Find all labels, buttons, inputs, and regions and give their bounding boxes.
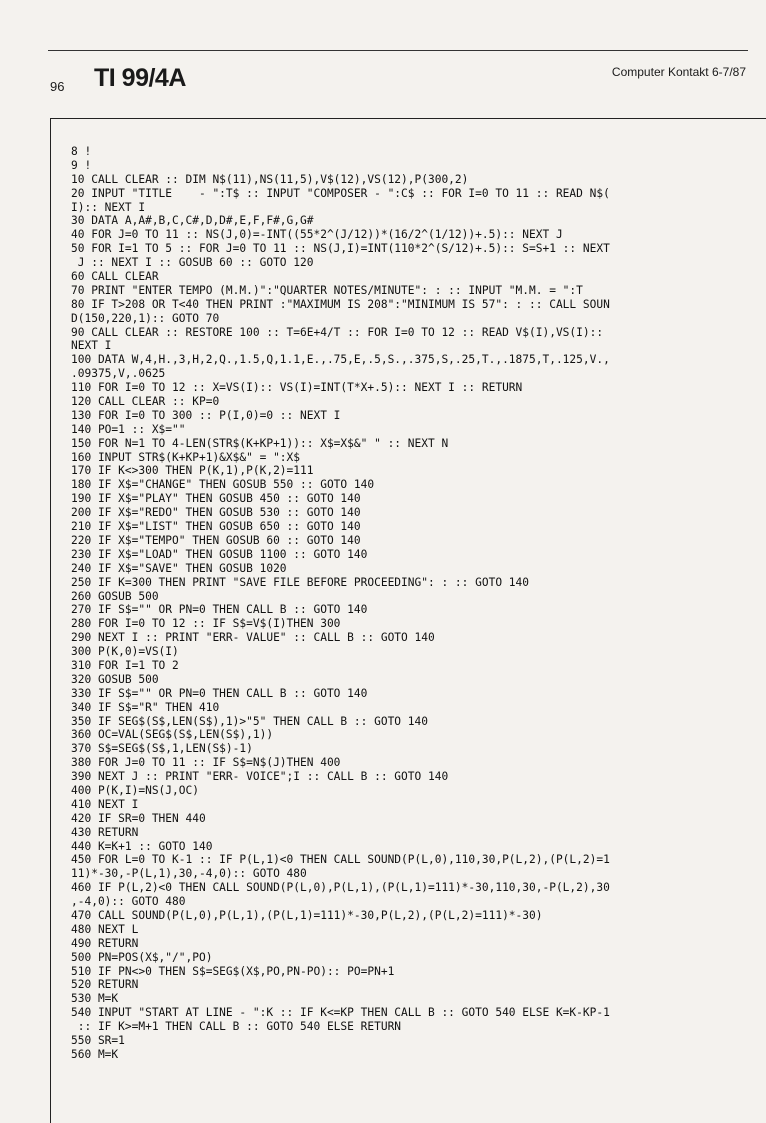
code-line: J :: NEXT I :: GOSUB 60 :: GOTO 120: [71, 256, 314, 270]
code-line: 420 IF SR=0 THEN 440: [71, 811, 206, 825]
code-line: 380 FOR J=0 TO 11 :: IF S$=N$(J)THEN 400: [71, 756, 341, 770]
code-line: ,-4,0):: GOTO 480: [71, 895, 186, 909]
code-line: 11)*-30,-P(L,1),30,-4,0):: GOTO 480: [71, 867, 307, 881]
code-line: 490 RETURN: [71, 936, 139, 950]
program-listing-box: [50, 118, 766, 1123]
code-line: 130 FOR I=0 TO 300 :: P(I,0)=0 :: NEXT I: [71, 408, 341, 422]
code-line: 450 FOR L=0 TO K-1 :: IF P(L,1)<0 THEN CALL SOUND(P(L,0),110,30,P(L,2),(P(L,2)=1: [71, 853, 610, 867]
code-line: 480 NEXT L: [71, 922, 139, 936]
code-line: 290 NEXT I :: PRINT "ERR- VALUE" :: CALL B :: GOTO 140: [71, 631, 435, 645]
section-title: TI 99/4A: [94, 64, 186, 92]
code-line: 170 IF K<>300 THEN P(K,1),P(K,2)=111: [71, 464, 314, 478]
code-line: 9 !: [71, 158, 92, 172]
code-line: 390 NEXT J :: PRINT "ERR- VOICE";I :: CALL B :: GOTO 140: [71, 770, 449, 784]
code-line: 210 IF X$="LIST" THEN GOSUB 650 :: GOTO 140: [71, 520, 361, 534]
code-line: 330 IF S$="" OR PN=0 THEN CALL B :: GOTO 140: [71, 686, 368, 700]
code-line: 120 CALL CLEAR :: KP=0: [71, 395, 220, 409]
code-line: I):: NEXT I: [71, 200, 146, 214]
code-line: 140 PO=1 :: X$="": [71, 422, 186, 436]
code-line: 560 M=K: [71, 1047, 119, 1061]
code-line: :: IF K>=M+1 THEN CALL B :: GOTO 540 ELSE RETURN: [71, 1020, 402, 1034]
code-line: 350 IF SEG$(S$,LEN(S$),1)>"5" THEN CALL B :: GOTO 140: [71, 714, 428, 728]
code-line: 100 DATA W,4,H.,3,H,2,Q.,1.5,Q,1.1,E.,.75,E,.5,S.,.375,S,.25,T.,.1875,T,.125,V.,: [71, 353, 610, 367]
code-line: 200 IF X$="REDO" THEN GOSUB 530 :: GOTO 140: [71, 506, 361, 520]
code-line: 240 IF X$="SAVE" THEN GOSUB 1020: [71, 561, 287, 575]
code-line: 310 FOR I=1 TO 2: [71, 658, 179, 672]
code-line: 270 IF S$="" OR PN=0 THEN CALL B :: GOTO 140: [71, 603, 368, 617]
code-line: 300 P(K,0)=VS(I): [71, 645, 179, 659]
code-line: 70 PRINT "ENTER TEMPO (M.M.)":"QUARTER NOTES/MINUTE": : :: INPUT "M.M. = ":T: [71, 283, 583, 297]
program-listing: [71, 145, 610, 1062]
code-line: 400 P(K,I)=NS(J,OC): [71, 783, 199, 797]
code-line: 530 M=K: [71, 992, 119, 1006]
code-line: 50 FOR I=1 TO 5 :: FOR J=0 TO 11 :: NS(J,I)=INT(110*2^(S/12)+.5):: S=S+1 :: NEXT: [71, 242, 610, 256]
magazine-title: Computer Kontakt 6-7/87: [611, 65, 746, 79]
code-line: 160 INPUT STR$(K+KP+1)&X$&" = ":X$: [71, 450, 301, 464]
code-line: 540 INPUT "START AT LINE - ":K :: IF K<=KP THEN CALL B :: GOTO 540 ELSE K=K-KP-1: [71, 1006, 610, 1020]
code-line: 440 K=K+1 :: GOTO 140: [71, 839, 213, 853]
code-line: 470 CALL SOUND(P(L,0),P(L,1),(P(L,1)=111)*-30,P(L,2),(P(L,2)=111)*-30): [71, 908, 543, 922]
code-line: 460 IF P(L,2)<0 THEN CALL SOUND(P(L,0),P(L,1),(P(L,1)=111)*-30,110,30,-P(L,2),30: [71, 881, 610, 895]
code-line: NEXT I: [71, 339, 112, 353]
code-line: 220 IF X$="TEMPO" THEN GOSUB 60 :: GOTO 140: [71, 533, 361, 547]
code-line: 150 FOR N=1 TO 4-LEN(STR$(K+KP+1)):: X$=X$&" " :: NEXT N: [71, 436, 449, 450]
code-line: 520 RETURN: [71, 978, 139, 992]
code-line: 10 CALL CLEAR :: DIM N$(11),NS(11,5),V$(12),VS(12),P(300,2): [71, 172, 469, 186]
code-line: 510 IF PN<>0 THEN S$=SEG$(X$,PO,PN-PO):: PO=PN+1: [71, 964, 395, 978]
code-line: 110 FOR I=0 TO 12 :: X=VS(I):: VS(I)=INT(T*X+.5):: NEXT I :: RETURN: [71, 381, 523, 395]
code-line: 360 OC=VAL(SEG$(S$,LEN(S$),1)): [71, 728, 274, 742]
code-line: 80 IF T>208 OR T<40 THEN PRINT :"MAXIMUM IS 208":"MINIMUM IS 57": : :: CALL SOUN: [71, 297, 610, 311]
code-line: 280 FOR I=0 TO 12 :: IF S$=V$(I)THEN 300: [71, 617, 341, 631]
page-number: 96: [50, 79, 65, 94]
code-line: 340 IF S$="R" THEN 410: [71, 700, 220, 714]
code-line: 60 CALL CLEAR: [71, 270, 159, 284]
code-line: 30 DATA A,A#,B,C,C#,D,D#,E,F,F#,G,G#: [71, 214, 314, 228]
code-line: .09375,V,.0625: [71, 367, 166, 381]
code-line: 20 INPUT "TITLE - ":T$ :: INPUT "COMPOSER - ":C$ :: FOR I=0 TO 11 :: READ N$(: [71, 186, 610, 200]
code-line: 260 GOSUB 500: [71, 589, 159, 603]
code-line: 230 IF X$="LOAD" THEN GOSUB 1100 :: GOTO 140: [71, 547, 368, 561]
code-line: 180 IF X$="CHANGE" THEN GOSUB 550 :: GOTO 140: [71, 478, 375, 492]
code-line: 8 !: [71, 145, 92, 158]
code-line: 500 PN=POS(X$,"/",PO): [71, 950, 213, 964]
code-line: 320 GOSUB 500: [71, 672, 159, 686]
code-line: 250 IF K=300 THEN PRINT "SAVE FILE BEFORE PROCEEDING": : :: GOTO 140: [71, 575, 530, 589]
code-line: 40 FOR J=0 TO 11 :: NS(J,0)=-INT((55*2^(J/12))*(16/2^(1/12))+.5):: NEXT J: [71, 228, 563, 242]
code-line: 410 NEXT I: [71, 797, 139, 811]
code-line: 550 SR=1: [71, 1034, 125, 1047]
code-line: 430 RETURN: [71, 825, 139, 839]
code-line: 90 CALL CLEAR :: RESTORE 100 :: T=6E+4/T :: FOR I=0 TO 12 :: READ V$(I),VS(I)::: [71, 325, 604, 339]
code-line: 190 IF X$="PLAY" THEN GOSUB 450 :: GOTO 140: [71, 492, 361, 506]
code-line: D(150,220,1):: GOTO 70: [71, 311, 220, 325]
code-line: 370 S$=SEG$(S$,1,LEN(S$)-1): [71, 742, 253, 756]
header-rule: [48, 50, 748, 51]
